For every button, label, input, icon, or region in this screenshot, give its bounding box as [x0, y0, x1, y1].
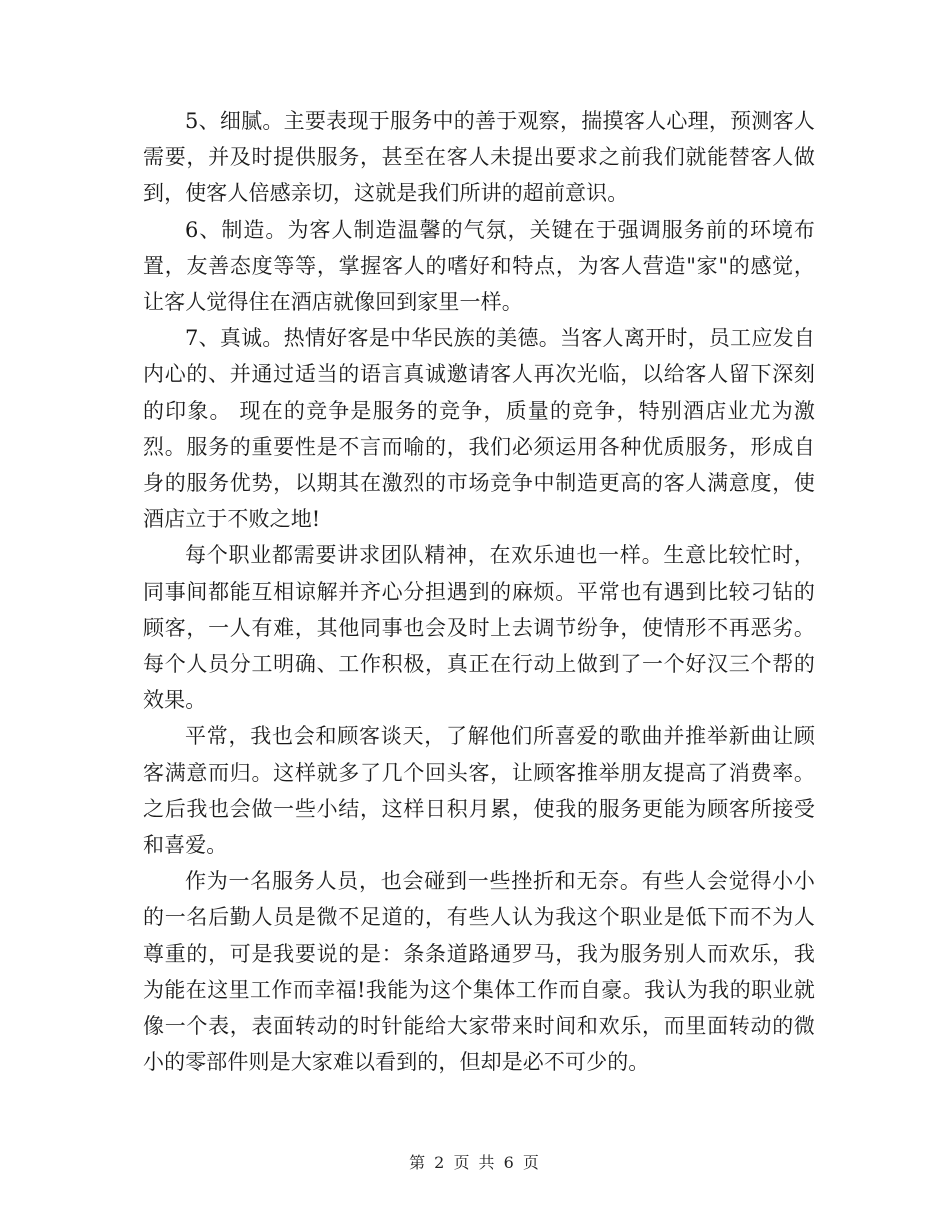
paragraph-teamwork: 每个职业都需要讲求团队精神，在欢乐迪也一样。生意比较忙时，同事间都能互相谅解并齐心分担遇到的麻烦。平常也有遇到比较刁钻的顾客，一人有难，其他同事也会及时上去调节纷争，使情形不再恶劣。每个人员分工明确、工作积极，真正在行动上做到了一个好汉三个帮的效果。 [143, 543, 815, 713]
paragraph-service-pride: 作为一名服务人员，也会碰到一些挫折和无奈。有些人会觉得小小的一名后勤人员是微不足道的，有些人认为我这个职业是低下而不为人尊重的，可是我要说的是：条条道路通罗马，我为服务别人而欢乐，我为能在这里工作而幸福!我能为这个集体工作而自豪。我认为我的职业就像一个表，表面转动的时针能给大家带来时间和欢乐，而里面转动的微小的零部件则是大家难以看到的，但却是必不可少的。 [143, 869, 815, 1075]
paragraph-item-6-create: 6、制造。为客人制造温馨的气氛，关键在于强调服务前的环境布置，友善态度等等，掌握客人的嗜好和特点，为客人营造"家"的感觉，让客人觉得住在酒店就像回到家里一样。 [143, 217, 815, 315]
document-body [143, 103, 815, 1080]
page-number-footer: 第 2 页 共 6 页 [409, 1153, 541, 1172]
paragraph-item-5-detail: 5、细腻。主要表现于服务中的善于观察，揣摸客人心理，预测客人需要，并及时提供服务，甚至在客人未提出要求之前我们就能替客人做到，使客人倍感亲切，这就是我们所讲的超前意识。 [143, 109, 815, 206]
paragraph-customer-chat: 平常，我也会和顾客谈天，了解他们所喜爱的歌曲并推举新曲让顾客满意而归。这样就多了几个回头客，让顾客推举朋友提高了消费率。之后我也会做一些小结，这样日积月累，使我的服务更能为顾客所接受和喜爱。 [143, 724, 815, 858]
paragraph-item-7-sincerity: 7、真诚。热情好客是中华民族的美德。当客人离开时，员工应发自内心的、并通过适当的语言真诚邀请客人再次光临，以给客人留下深刻的印象。 现在的竞争是服务的竞争，质量的竞争，特别酒店业尤为激烈。服务的重要性是不言而喻的，我们必须运用各种优质服务，形成自身的服务优势，以期其在激烈的市场竞争中制造更高的客人满意度，使酒店立于不败之地! [143, 326, 815, 532]
